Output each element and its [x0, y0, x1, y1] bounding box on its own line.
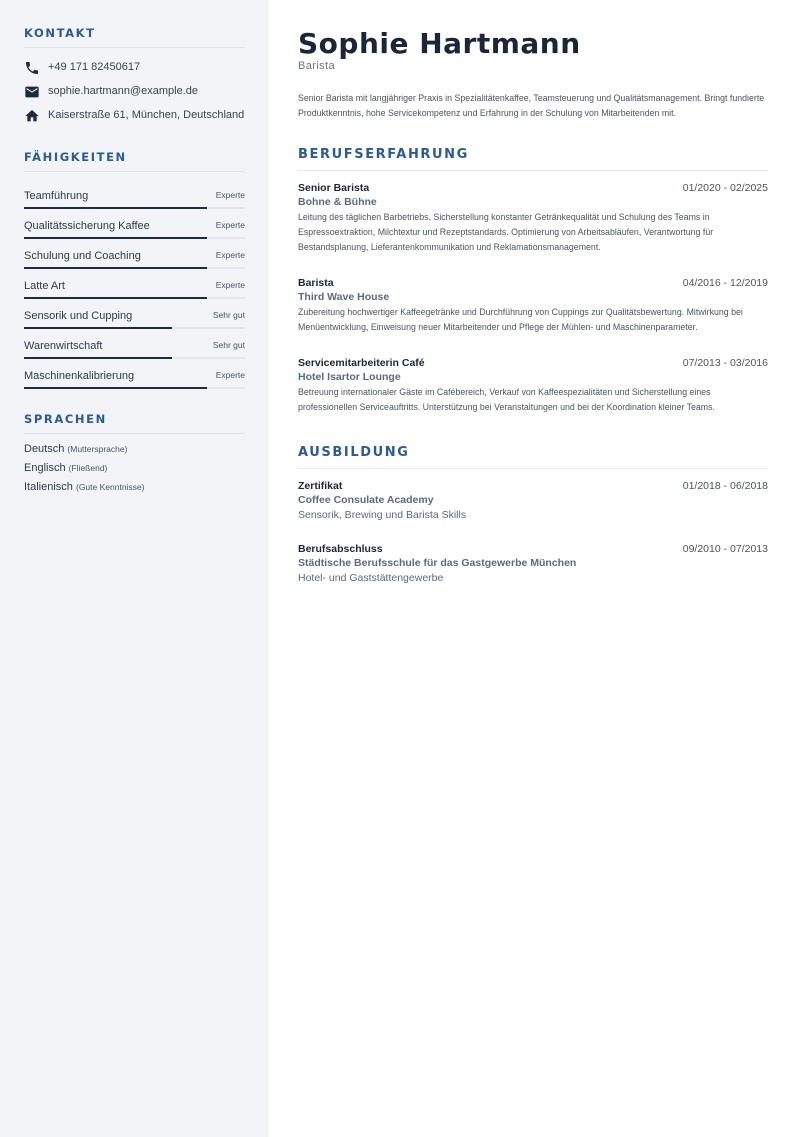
skill-name: Qualitätssicherung Kaffee — [24, 220, 150, 232]
entry-header — [298, 480, 768, 492]
home-icon — [24, 108, 40, 124]
contact-section — [24, 26, 245, 124]
skill-level: Experte — [215, 220, 245, 230]
skill-item — [24, 330, 245, 360]
skill-name: Latte Art — [24, 280, 65, 292]
languages-heading: SPRACHEN — [24, 412, 245, 434]
skill-level: Experte — [215, 250, 245, 260]
sidebar — [0, 0, 269, 1137]
contact-address — [24, 108, 245, 124]
skill-name: Schulung und Coaching — [24, 250, 141, 262]
language-name: Englisch — [24, 462, 66, 474]
languages-section — [24, 412, 245, 493]
skill-bar-track — [24, 357, 245, 359]
entry-title: Berufsabschluss — [298, 543, 383, 555]
main-content — [269, 0, 804, 1137]
education-section — [298, 445, 768, 584]
entry-header — [298, 357, 768, 369]
skill-level: Sehr gut — [212, 340, 245, 350]
email-address[interactable]: sophie.hartmann@example.de — [48, 85, 198, 97]
language-list — [24, 443, 245, 493]
entry-organization: Coffee Consulate Academy — [298, 494, 434, 506]
skill-list — [24, 180, 245, 390]
contact-phone — [24, 60, 245, 76]
skill-bar-fill — [24, 237, 207, 239]
skills-heading: FÄHIGKEITEN — [24, 150, 245, 172]
experience-entry — [298, 182, 768, 255]
education-list — [298, 480, 768, 584]
education-entry — [298, 543, 768, 584]
skill-bar-track — [24, 237, 245, 239]
skill-bar-track — [24, 267, 245, 269]
language-level: (Gute Kenntnisse) — [75, 482, 145, 492]
skill-name: Sensorik und Cupping — [24, 310, 133, 322]
contact-email — [24, 84, 245, 100]
contact-list — [24, 60, 245, 124]
language-name: Italienisch — [24, 481, 73, 493]
skill-bar-track — [24, 297, 245, 299]
skill-bar-fill — [24, 207, 207, 209]
skill-bar-fill — [24, 267, 207, 269]
postal-address: Kaiserstraße 61, München, Deutschland — [48, 109, 245, 121]
entry-header — [298, 182, 768, 194]
education-entry — [298, 480, 768, 521]
entry-date: 09/2010 - 07/2013 — [682, 543, 768, 555]
skill-item — [24, 210, 245, 240]
entry-date: 04/2016 - 12/2019 — [682, 277, 768, 289]
skill-item — [24, 180, 245, 210]
language-level: (Muttersprache) — [67, 444, 128, 454]
job-title: Barista — [298, 60, 336, 72]
skill-bar-track — [24, 327, 245, 329]
skill-item — [24, 240, 245, 270]
entry-title: Servicemitarbeiterin Café — [298, 357, 425, 369]
person-name: Sophie Hartmann — [298, 27, 581, 60]
entry-date: 07/2013 - 03/2016 — [682, 357, 768, 369]
skill-bar-fill — [24, 357, 172, 359]
language-level: (Fließend) — [68, 463, 108, 473]
skill-bar-fill — [24, 387, 207, 389]
experience-list — [298, 182, 768, 415]
language-item — [24, 443, 245, 455]
entry-description: Sensorik, Brewing und Barista Skills — [298, 509, 467, 521]
entry-header — [298, 277, 768, 289]
skill-level: Experte — [215, 280, 245, 290]
entry-description: Leitung des täglichen Barbetriebs, Sicherstellung konstanter Getränkequalität und Schulung des Teams in Espressoextraktion, Milchtextur und Rezeptstandards. Optimierung von Arbeitsabläufen, Verantwortung für Bestandsplanung, Lieferantenkommunikation und Reklamationsmanagement. — [298, 212, 714, 252]
mail-icon — [24, 84, 40, 100]
education-heading: AUSBILDUNG — [298, 445, 768, 469]
entry-description: Zubereitung hochwertiger Kaffeegetränke und Durchführung von Cuppings zur Qualitätsbewertung. Mitwirkung bei Menüentwicklung, Einweisung neuer Mitarbeitender und Pflege der Mühlen- und Maschinenparameter. — [298, 307, 743, 332]
entry-description: Hotel- und Gaststättengewerbe — [298, 572, 444, 584]
skill-item — [24, 270, 245, 300]
skill-item — [24, 360, 245, 390]
skill-bar-fill — [24, 297, 207, 299]
skill-name: Teamführung — [24, 190, 89, 202]
experience-entry — [298, 277, 768, 335]
phone-number: +49 171 82450617 — [48, 61, 141, 73]
entry-title: Barista — [298, 277, 334, 289]
entry-organization: Städtische Berufsschule für das Gastgewerbe München — [298, 557, 577, 569]
entry-header — [298, 543, 768, 555]
language-name: Deutsch — [24, 443, 65, 455]
experience-section — [298, 147, 768, 415]
skill-bar-track — [24, 387, 245, 389]
skill-name: Warenwirtschaft — [24, 340, 103, 352]
contact-heading: KONTAKT — [24, 26, 245, 48]
entry-date: 01/2020 - 02/2025 — [682, 182, 768, 194]
entry-organization: Bohne & Bühne — [298, 196, 377, 208]
entry-organization: Hotel Isartor Lounge — [298, 371, 401, 383]
language-item — [24, 462, 245, 474]
entry-organization: Third Wave House — [298, 291, 390, 303]
profile-summary: Senior Barista mit langjähriger Praxis in Spezialitätenkaffee, Teamsteuerung und Qualitätsmanagement. Bringt fundierte Produktkenntnis, hohe Servicekompetenz und Erfahrung in der Schulung von Mitarbeitenden mit. — [298, 93, 765, 118]
skill-item — [24, 300, 245, 330]
entry-description: Betreuung internationaler Gäste im Cafébereich, Verkauf von Kaffeespezialitäten und Sicherstellung eines professionellen Serviceauftritts. Unterstützung bei Veranstaltungen und bei der Koordination kleiner Teams. — [298, 387, 715, 412]
entry-title: Zertifikat — [298, 480, 343, 492]
skill-bar-fill — [24, 327, 172, 329]
skills-section — [24, 150, 245, 390]
experience-heading: BERUFSERFAHRUNG — [298, 147, 768, 171]
phone-icon — [24, 60, 40, 76]
skill-level: Experte — [215, 370, 245, 380]
skill-name: Maschinenkalibrierung — [24, 370, 135, 382]
entry-date: 01/2018 - 06/2018 — [682, 480, 768, 492]
skill-level: Experte — [215, 190, 245, 200]
experience-entry — [298, 357, 768, 415]
skill-bar-track — [24, 207, 245, 209]
language-item — [24, 481, 245, 493]
skill-level: Sehr gut — [212, 310, 245, 320]
entry-title: Senior Barista — [298, 182, 370, 194]
